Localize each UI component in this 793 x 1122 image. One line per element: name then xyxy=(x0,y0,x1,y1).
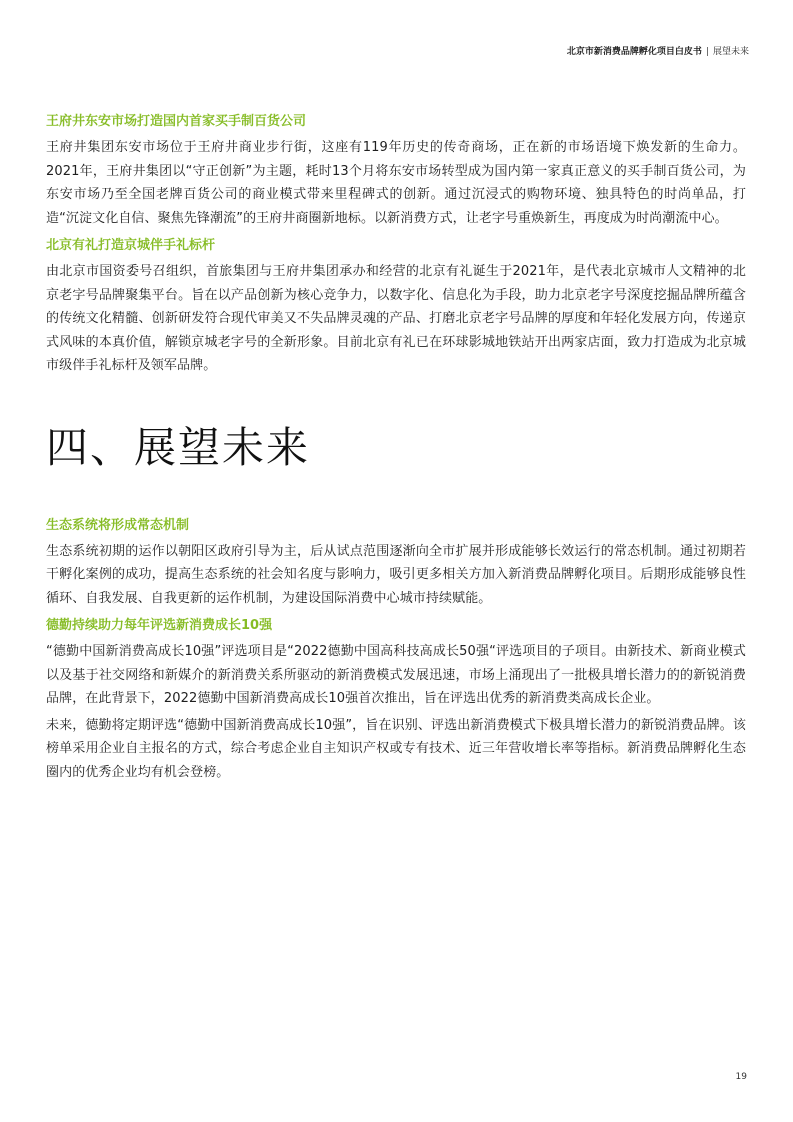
section-title: 四、展望未来 xyxy=(46,422,311,472)
case-block xyxy=(46,236,746,378)
body-paragraph: 未来，德勤将定期评选“德勤中国新消费高成长10强”，旨在识别、评选出新消费模式下极具增长潜力的新锐消费品牌。该榜单采用企业自主报名的方式，综合考虑企业自主知识产权或专有技术、近三年营收增长率等指标。新消费品牌孵化生态圈内的优秀企业均有机会登榜。 xyxy=(46,717,746,780)
header-section: 展望未来 xyxy=(712,47,749,57)
subsection-heading: 德勤持续助力每年评选新消费成长10强 xyxy=(46,618,273,633)
body-paragraph: “德勤中国新消费高成长10强”评选项目是“2022德勤中国高科技高成长50强“评选项目的子项目。由新技术、新商业模式以及基于社交网络和新媒介的新消费关系所驱动的新消费模式发展迅速，市场上涌现出了一批极具增长潜力的的新锐消费品牌，在此背景下，2022德勤中国新消费高成长10强首次推出，旨在评选出优秀的新消费类高成长企业。 xyxy=(46,644,746,706)
subsection-heading: 北京有礼打造京城伴手礼标杆 xyxy=(46,238,216,253)
body-paragraph: 由北京市国资委号召组织，首旅集团与王府井集团承办和经营的北京有礼诞生于2021年，是代表北京城市人文精神的北京老字号品牌聚集平台。旨在以产品创新为核心竞争力，以数字化、信息化为手段，助力北京老字号深度挖掘品牌所蕴含的传统文化精髓、创新研发符合现代审美又不失品牌灵魂的产品、打磨北京老字号品牌的厚度和年轻化发展方向，传递京式风味的本真价值，解锁京城老字号的全新形象。目前北京有礼已在环球影城地铁站开出两家店面，致力打造成为北京城市级伴手礼标杆及领军品牌。 xyxy=(46,264,746,373)
page-content xyxy=(46,112,746,790)
subsection-heading: 王府井东安市场打造国内首家买手制百货公司 xyxy=(46,114,307,129)
header-separator: | xyxy=(705,47,709,57)
subsection-heading: 生态系统将形成常态机制 xyxy=(46,517,190,533)
body-paragraph: 生态系统初期的运作以朝阳区政府引导为主，后从试点范围逐渐向全市扩展并形成能够长效运行的常态机制。通过初期若干孵化案例的成功，提高生态系统的社会知名度与影响力，吸引更多相关方加入新消费品牌孵化项目。后期形成能够良性循环、自我发展、自我更新的运作机制，为建设国际消费中心城市持续赋能。 xyxy=(46,543,746,606)
case-block xyxy=(46,112,746,230)
outlook-block xyxy=(46,616,746,784)
running-header xyxy=(567,44,749,57)
outlook-block xyxy=(46,516,746,611)
body-paragraph: 王府井集团东安市场位于王府井商业步行街，这座有119年历史的传奇商场，正在新的市场语境下焕发新的生命力。2021年，王府井集团以“守正创新”为主题，耗时13个月将东安市场转型成为国内第一家真正意义的买手制百货公司，为东安市场乃至全国老牌百货公司的商业模式带来里程碑式的创新。通过沉浸式的购物环境、独具特色的时尚单品，打造“沉淀文化自信、聚焦先锋潮流”的王府井商圈新地标。以新消费方式，让老字号重焕新生，再度成为时尚潮流中心。 xyxy=(46,140,746,226)
page-number: 19 xyxy=(735,1072,747,1082)
header-doc-title: 北京市新消费品牌孵化项目白皮书 xyxy=(566,47,702,57)
